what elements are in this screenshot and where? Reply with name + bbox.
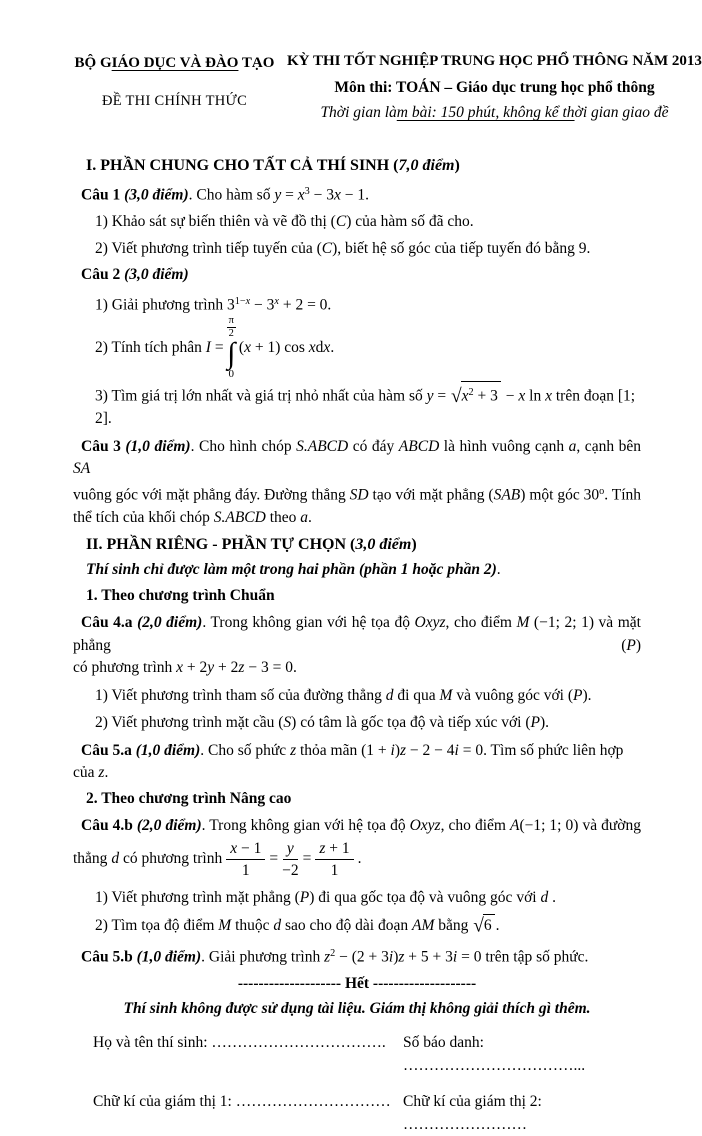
text-segment: TẠO (238, 55, 274, 71)
cau5b-para (73, 943, 641, 969)
text-segment: ) (395, 742, 400, 759)
text-segment: x (518, 387, 525, 404)
text-segment: + 2 (183, 659, 207, 676)
cau2-heading (73, 264, 641, 287)
item2-text-pre (95, 917, 472, 934)
text-segment: − 2 − 4 (406, 742, 454, 759)
text-segment: (1,0 điểm) (136, 742, 201, 759)
text-segment: 1) Giải phương trình 3 (95, 296, 235, 313)
text-segment: thể tích của khối chóp (73, 509, 214, 526)
text-segment: S.ABCD (296, 438, 348, 455)
text-segment: + 1 (325, 840, 349, 857)
text-segment: ) (455, 157, 460, 174)
text-segment: M (516, 614, 529, 631)
text-segment: có đáy (348, 438, 399, 455)
cau2-item-3 (73, 381, 641, 431)
text-segment: M (218, 917, 231, 934)
text-segment: Câu 5.a (81, 742, 136, 759)
text-segment: 2) Viết phương trình mặt cầu ( (95, 714, 283, 731)
text-segment: SA (73, 460, 90, 477)
cau5a-para (73, 740, 641, 785)
text-segment: ) có tâm là gốc tọa độ và tiếp xúc với ( (291, 714, 530, 731)
text-segment: SD (350, 487, 369, 504)
radical-sign: √ (451, 386, 461, 407)
text-segment: , cạnh bên (576, 438, 641, 455)
text-segment: d (273, 917, 281, 934)
upper-limit-denominator: 2 (229, 328, 234, 340)
text-segment: i (391, 742, 395, 759)
section1-heading (86, 155, 641, 178)
text-segment: Câu 1 (81, 187, 124, 204)
text-segment: 2) Tính tích phân (95, 339, 206, 356)
text-segment: = (211, 339, 224, 356)
text-segment: x (462, 387, 469, 404)
text-segment: , cho điểm (441, 817, 510, 834)
integral-lower-limit: 0 (228, 368, 234, 380)
text-segment: − (502, 387, 519, 404)
text-segment: Câu 4.a (81, 614, 137, 631)
text-segment: bằng (434, 917, 472, 934)
fraction-2-numerator (283, 839, 298, 859)
text-segment: x (176, 659, 183, 676)
fraction-3-numerator (315, 839, 353, 859)
radicand: 6 (483, 914, 495, 938)
period: . (496, 917, 500, 934)
text-segment: C (322, 240, 332, 257)
text-segment: + 2 (214, 659, 238, 676)
text-segment: 1) Khảo sát sự biến thiên và vẽ đồ thị ( (95, 213, 336, 230)
text-segment: 1− (235, 296, 246, 307)
text-segment: x (334, 187, 341, 204)
exam-title: KỲ THI TỐT NGHIỆP TRUNG HỌC PHỔ THÔNG NĂM 2013 (287, 50, 702, 73)
text-segment: d (540, 889, 548, 906)
text-segment: P (573, 687, 582, 704)
official-exam-label: ĐỀ THI CHÍNH THỨC (62, 90, 287, 113)
header-right (287, 50, 702, 125)
square-root-expression (451, 381, 501, 409)
text-segment: − 3 (310, 187, 334, 204)
text-segment: là hình vuông cạnh (439, 438, 568, 455)
square-root-6 (473, 914, 494, 938)
text-segment: ln (525, 387, 545, 404)
text-segment: Câu 3 (81, 438, 125, 455)
text-segment: AM (412, 917, 434, 934)
text-segment: và vuông góc với ( (452, 687, 573, 704)
text-segment: vuông góc với mặt phẳng đáy. Đường thẳng (73, 487, 350, 504)
text-segment: ) một góc 30 (520, 487, 599, 504)
text-segment: z (400, 742, 406, 759)
text-segment: S (283, 714, 291, 731)
text-segment: i (455, 742, 459, 759)
text-segment: z (290, 742, 296, 759)
text-segment: − 1. (341, 187, 369, 204)
text-segment: o (599, 486, 604, 497)
fraction-3-denominator: 1 (331, 860, 339, 880)
text-segment: m bài: 150 phút, không kể th (397, 104, 575, 121)
text-segment: C (336, 213, 346, 230)
end-divider: -------------------- Hết -------------------- (73, 973, 641, 996)
text-segment: x (298, 187, 305, 204)
text-segment: có phương trình (73, 659, 176, 676)
cau1-heading (73, 181, 641, 207)
text-segment: = 0 trên tập số phức. (457, 949, 588, 966)
integrand (239, 337, 334, 360)
text-segment: (−1; 1; 0) và đường (519, 817, 641, 834)
proctor1-signature-field: Chữ kí của giám thị 1: ………………………… (93, 1091, 403, 1136)
text-segment: IÁO DỤC VÀ ĐÀO (112, 55, 239, 71)
text-segment: + 1 (251, 339, 275, 356)
text-segment: Oxyz (410, 817, 441, 834)
text-segment: . Cho số phức (200, 742, 290, 759)
text-segment: . (548, 889, 556, 906)
text-segment: = 0. Tìm số phức liên hợp của (73, 742, 623, 782)
cau4b-line2 (73, 838, 641, 882)
cau3-line1 (73, 436, 641, 481)
ministry-title (62, 52, 287, 75)
text-segment: I. PHẦN CHUNG CHO TẤT CẢ THÍ SINH ( (86, 157, 399, 174)
text-segment: ABCD (399, 438, 439, 455)
text-segment: ) cos (275, 339, 309, 356)
candidate-name-field: Họ và tên thí sinh: ……………………………. (93, 1032, 403, 1077)
proctor2-signature-field: Chữ kí của giám thị 2: …………………… (403, 1091, 641, 1136)
footer-note: Thí sinh không được sử dụng tài liệu. Giám thị không giải thích gì thêm. (73, 998, 641, 1021)
text-segment: P (300, 889, 309, 906)
text-segment: (1,0 điểm) (125, 438, 190, 455)
text-segment: thẳng (73, 850, 111, 867)
cau2-item-2 (73, 319, 641, 377)
text-segment: 1) Viết phương trình tham số của đường thẳng (95, 687, 386, 704)
text-segment: I (206, 339, 211, 356)
text-segment: Thời gian là (320, 104, 396, 121)
text-segment: Câu 5.b (81, 949, 137, 966)
period: . (358, 848, 362, 871)
text-segment: . (497, 561, 501, 578)
radical-sign: √ (473, 916, 483, 937)
text-segment: P (626, 637, 635, 654)
text-segment: 1) Viết phương trình mặt phẳng ( (95, 889, 300, 906)
text-segment: d (111, 850, 119, 867)
text-segment: BỘ G (75, 55, 112, 71)
text-segment: ) (636, 637, 641, 654)
text-segment: + 5 + 3 (404, 949, 452, 966)
text-segment: + 3 (474, 387, 498, 404)
text-segment: 2 (330, 948, 335, 959)
candidate-fields-row (73, 1032, 641, 1077)
text-segment: ), biết hệ số góc của tiếp tuyến đó bằng 9. (332, 240, 590, 257)
part1-heading: 1. Theo chương trình Chuẩn (86, 585, 641, 608)
text-segment: y (427, 387, 434, 404)
text-segment: y (287, 840, 294, 857)
text-segment: . (104, 764, 108, 781)
text-segment: (2,0 điểm) (137, 614, 202, 631)
text-segment: 2 (469, 387, 474, 398)
cau1-item-1 (73, 211, 641, 234)
text-segment: − 1 (237, 840, 261, 857)
text-segment: M (440, 687, 453, 704)
text-segment: z (319, 840, 325, 857)
text-segment: 2) Viết phương trình tiếp tuyến của ( (95, 240, 322, 257)
text-segment: . Cho hình chóp (191, 438, 297, 455)
cau1-item-2 (73, 238, 641, 261)
equals-sign: = (269, 848, 278, 871)
text-segment: − (2 + 3 (335, 949, 389, 966)
cau2-item-1 (73, 291, 641, 317)
cau3-line3 (73, 507, 641, 530)
text-segment: (−1; 2; 1) và mặt phẳng ( (73, 614, 641, 654)
cau4a-item-1 (73, 685, 641, 708)
text-segment: . Tính (604, 487, 641, 504)
integral-expression (227, 315, 236, 380)
text-segment: 3 (305, 186, 310, 197)
text-segment: 3) Tìm giá trị lớn nhất và giá trị nhỏ nhất của hàm số (95, 387, 427, 404)
fraction-1 (226, 839, 265, 880)
text-segment: d (316, 339, 324, 356)
text-segment: SAB (494, 487, 521, 504)
text-segment: (1,0 điểm) (137, 949, 202, 966)
text-segment: ). (582, 687, 591, 704)
text-segment: a (569, 438, 577, 455)
text-segment: P (531, 714, 540, 731)
equals-sign: = (303, 848, 312, 871)
exam-body (73, 155, 641, 1136)
text-segment: (3,0 điểm) (124, 187, 189, 204)
cau3-line2 (73, 481, 641, 507)
text-segment: = (434, 387, 451, 404)
text-segment: y (274, 187, 281, 204)
radicand (461, 381, 501, 408)
item3-text-pre (95, 387, 450, 404)
text-segment: ). (540, 714, 549, 731)
text-segment: theo (266, 509, 300, 526)
text-segment: ) của hàm số đã cho. (346, 213, 473, 230)
text-segment: − 3 = 0. (244, 659, 296, 676)
text-segment: trên đoạn [1; 2]. (95, 387, 635, 427)
text-segment: (3,0 điểm) (124, 266, 189, 283)
text-segment: x (244, 339, 251, 356)
text-segment: ( (239, 339, 244, 356)
text-segment: x (246, 296, 251, 307)
text-segment: 3,0 điểm (355, 536, 411, 553)
cau4b-item-1 (73, 887, 641, 910)
text-segment: i (453, 949, 457, 966)
text-segment: . (330, 339, 334, 356)
text-segment: đi qua (393, 687, 439, 704)
candidate-number-field: Số báo danh: ……………………………... (403, 1032, 641, 1077)
section2-heading (86, 534, 641, 557)
exam-subject: Môn thi: TOÁN – Giáo dục trung học phổ thông (287, 77, 702, 100)
text-segment: . Trong không gian với hệ tọa độ (202, 817, 410, 834)
text-segment: x (230, 840, 237, 857)
text-segment: z (324, 949, 330, 966)
signature-fields-row (73, 1091, 641, 1136)
text-segment: S.ABCD (214, 509, 266, 526)
cau4b-item-2 (73, 914, 641, 938)
text-segment: z (238, 659, 244, 676)
section2-note (86, 559, 641, 582)
text-segment: Oxyz (415, 614, 446, 631)
text-segment: x (309, 339, 316, 356)
text-segment: . (308, 509, 312, 526)
cau4a-item-2 (73, 712, 641, 735)
cau4a-line2 (73, 657, 641, 680)
text-segment: , cho điểm (446, 614, 517, 631)
text-segment: x (545, 387, 552, 404)
text-segment: ) (411, 536, 416, 553)
text-segment: có phương trình (119, 850, 222, 867)
exam-duration (287, 102, 702, 125)
text-segment: . Cho hàm số (189, 187, 275, 204)
text-segment: + 2 = 0. (279, 296, 331, 313)
text-segment: 7,0 điểm (399, 157, 455, 174)
text-segment: sao cho độ dài đoạn (281, 917, 412, 934)
text-segment: Câu 4.b (81, 817, 137, 834)
text-segment: y (207, 659, 214, 676)
document-header (62, 50, 655, 125)
text-segment: A (510, 817, 519, 834)
text-segment: x (274, 296, 279, 307)
cau4b-line2-text (73, 848, 222, 871)
text-segment: . Giải phương trình (201, 949, 324, 966)
header-left (62, 50, 287, 125)
fraction-1-numerator (226, 839, 265, 859)
text-segment: 2) Tìm tọa độ điểm (95, 917, 218, 934)
fraction-2 (282, 839, 299, 880)
text-segment: Thí sinh chỉ được làm một trong hai phần (phần 1 hoặc phần 2) (86, 561, 497, 578)
text-segment: d (386, 687, 394, 704)
text-segment: i (389, 949, 393, 966)
integral-label (95, 337, 224, 360)
text-segment: ) (393, 949, 398, 966)
pi-symbol: π (227, 315, 236, 328)
fraction-2-denominator: −2 (282, 860, 299, 880)
text-segment: Câu 2 (81, 266, 124, 283)
text-segment: thỏa mãn (1 + (296, 742, 390, 759)
text-segment: ời gian giao đề (575, 104, 669, 121)
part2-heading: 2. Theo chương trình Nâng cao (86, 788, 641, 811)
text-segment: x (323, 339, 330, 356)
text-segment: z (98, 764, 104, 781)
text-segment: . Trong không gian với hệ tọa độ (202, 614, 414, 631)
text-segment: − 3 (250, 296, 274, 313)
cau4a-line1 (73, 612, 641, 657)
integral-sign: ∫ (227, 339, 235, 369)
fraction-3 (315, 839, 353, 880)
text-segment: thuộc (231, 917, 273, 934)
text-segment: ) đi qua gốc tọa độ và vuông góc với (309, 889, 540, 906)
cau4b-line1 (73, 815, 641, 838)
text-segment: = (281, 187, 298, 204)
text-segment: II. PHẦN RIÊNG - PHẦN TỰ CHỌN ( (86, 536, 355, 553)
fraction-1-denominator: 1 (242, 860, 250, 880)
text-segment: (2,0 điểm) (137, 817, 202, 834)
text-segment: z (398, 949, 404, 966)
text-segment: a (300, 509, 308, 526)
text-segment: tạo với mặt phẳng ( (369, 487, 494, 504)
